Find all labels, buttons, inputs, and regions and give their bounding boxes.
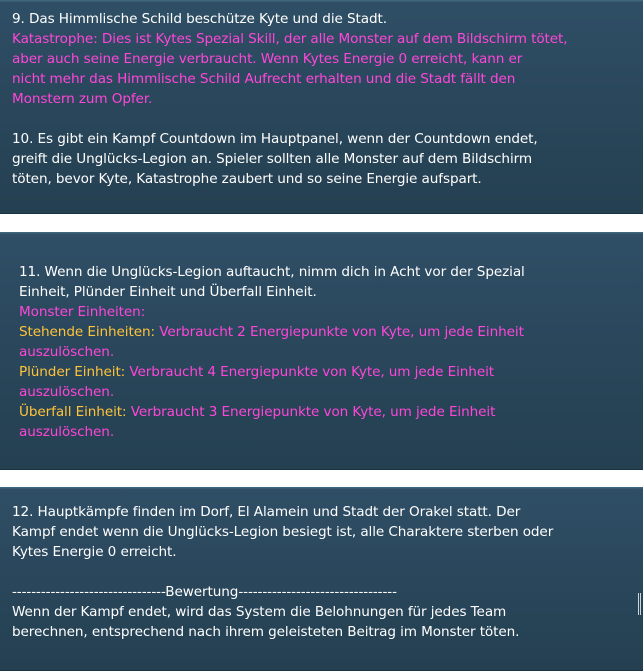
text-line [12,622,643,642]
body-text: töten, bevor Kyte, Katastrophe zaubert und so seine Energie aufspart. [12,171,482,187]
text-line [19,382,643,402]
text-line [12,169,643,189]
highlight-text: Monster Einheiten: [19,304,146,320]
highlight-text: Verbraucht 2 Energiepunkte von Kyte, um jede Einheit [159,324,524,340]
text-line [12,129,643,149]
body-text: --------------------------------Bewertung--------------------------------- [12,584,397,600]
text-line [19,262,643,282]
text-line [12,582,643,602]
info-panel-2 [0,232,643,470]
highlight-text: Monstern zum Opfer. [12,91,153,107]
highlight-text: auszulöschen. [19,344,115,360]
unit-type-label: Überfall Einheit: [19,404,131,420]
highlight-text: nicht mehr das Himmlische Schild Aufrecht erhalten und die Stadt fällt den [12,71,516,87]
unit-type-label: Stehende Einheiten: [19,324,160,340]
body-text: 11. Wenn die Unglücks-Legion auftaucht, nimm dich in Acht vor der Spezial [19,264,525,280]
body-text: greift die Unglücks-Legion an. Spieler sollten alle Monster auf dem Bildschirm [12,151,533,167]
text-line [19,422,643,442]
body-text: Einheit, Plünder Einheit und Überfall Einheit. [19,284,317,300]
info-panel-3 [0,487,643,671]
info-panel-1 [0,0,643,214]
text-line [12,89,643,109]
highlight-text: Verbraucht 3 Energiepunkte von Kyte, um jede Einheit [130,404,496,420]
text-line [19,402,643,422]
blank-line [12,562,643,582]
text-line [12,49,643,69]
text-line [19,322,643,342]
body-text: Kampf endet wenn die Unglücks-Legion besiegt ist, alle Charaktere sterben oder [12,524,554,540]
text-line [19,282,643,302]
highlight-text: Katastrophe: Dies ist Kytes Spezial Skill, der alle Monster auf dem Bildschirm tötet, [12,31,568,47]
body-text: berechnen, entsprechend nach ihrem geleisteten Beitrag im Monster töten. [12,624,520,640]
text-line [12,502,643,522]
text-line [12,69,643,89]
highlight-text: auszulöschen. [19,424,115,440]
blank-line [12,109,643,129]
scrollbar-grip[interactable] [638,593,641,615]
unit-type-label: Plünder Einheit: [19,364,130,380]
text-line [12,9,643,29]
highlight-text: auszulöschen. [19,384,115,400]
text-line [19,362,643,382]
highlight-text: aber auch seine Energie verbraucht. Wenn Kytes Energie 0 erreicht, kann er [12,51,523,67]
text-line [12,542,643,562]
highlight-text: Verbraucht 4 Energiepunkte von Kyte, um jede Einheit [129,364,494,380]
text-line [12,602,643,622]
text-line [12,29,643,49]
text-line [12,149,643,169]
body-text: 9. Das Himmlische Schild beschütze Kyte und die Stadt. [12,11,387,27]
body-text: Kytes Energie 0 erreicht. [12,544,177,560]
text-line [19,302,643,322]
text-line [19,342,643,362]
body-text: Wenn der Kampf endet, wird das System die Belohnungen für jedes Team [12,604,507,620]
text-line [12,522,643,542]
body-text: 12. Hauptkämpfe finden im Dorf, El Alamein und Stadt der Orakel statt. Der [12,504,521,520]
body-text: 10. Es gibt ein Kampf Countdown im Hauptpanel, wenn der Countdown endet, [12,131,538,147]
